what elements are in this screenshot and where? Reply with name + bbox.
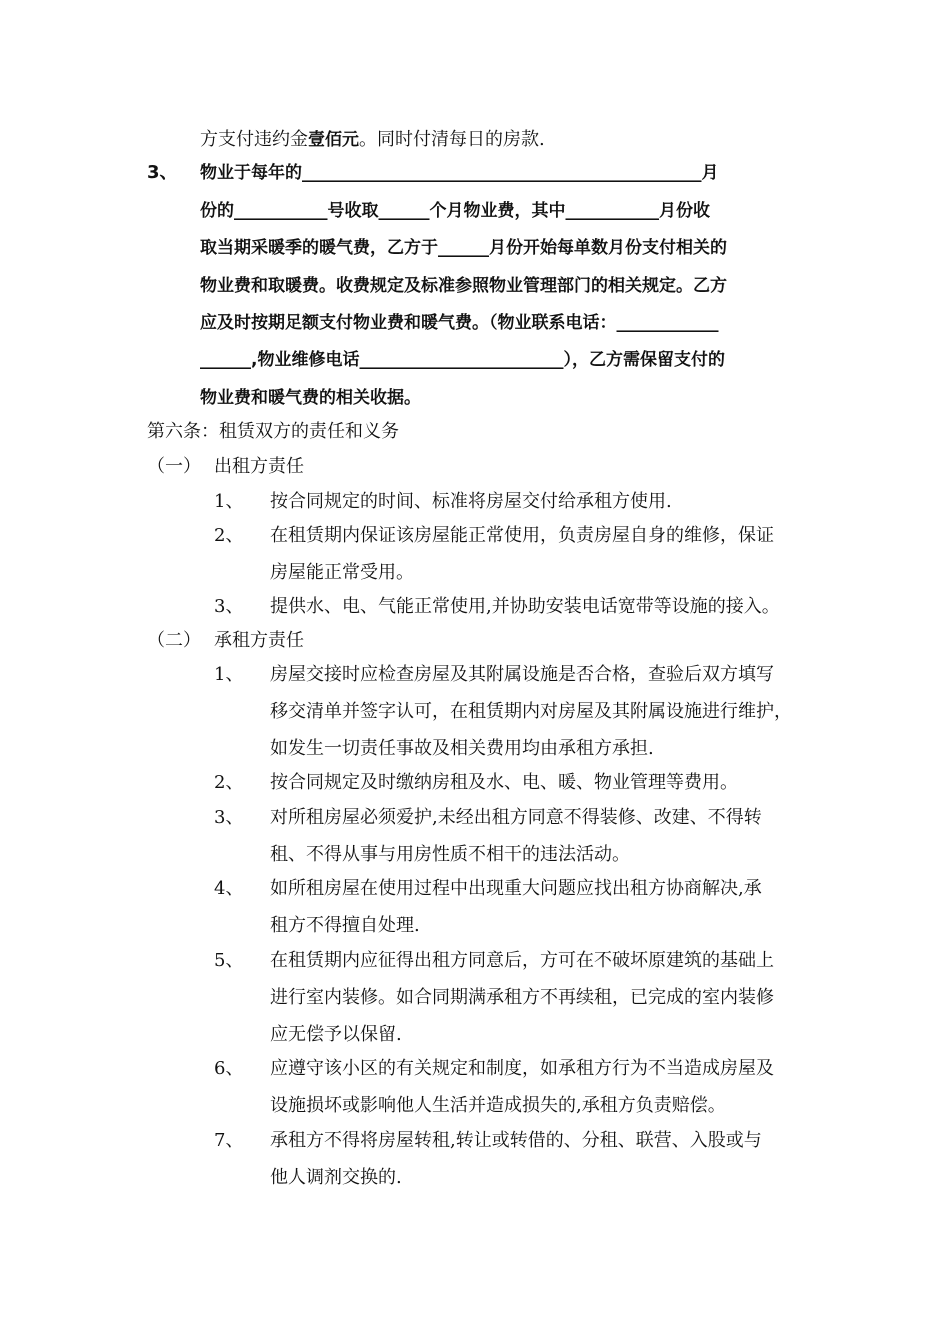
p2-item-line: 对所租房屋必须爱护,未经出租方同意不得装修、改建、不得转 (270, 807, 762, 828)
p1-item-line: 在租赁期内保证该房屋能正常使用，负责房屋自身的维修，保证 (270, 525, 774, 546)
penalty-line (200, 128, 545, 152)
p2-item-line: 他人调剂交换的. (270, 1167, 402, 1188)
p2-item-line: 设施损坏或影响他人生活并造成损失的,承租方负责赔偿。 (270, 1095, 726, 1116)
p2-item-number: 3、 (214, 807, 244, 828)
item3-line: 份的___________号收取______个月物业费，其中___________月份收 (200, 201, 710, 221)
p2-item-number: 7、 (214, 1130, 244, 1151)
item3-line: ______,物业维修电话________________________），乙方需保留支付的 (200, 350, 725, 370)
penalty-suffix: 。同时付清每日的房款. (359, 129, 545, 150)
item3-line: 物业费和取暖费。收费规定及标准参照物业管理部门的相关规定。乙方 (200, 276, 727, 296)
p2-item-number: 4、 (214, 878, 244, 899)
p2-item-line: 进行室内装修。如合同期满承租方不再续租，已完成的室内装修 (270, 987, 774, 1008)
p2-item-line: 房屋交接时应检查房屋及其附属设施是否合格，查验后双方填写 (270, 664, 774, 685)
p2-item-line: 如发生一切责任事故及相关费用均由承租方承担. (270, 738, 654, 759)
part1-title: 出租方责任 (214, 456, 304, 477)
part1-number: （一） (147, 456, 201, 477)
penalty-prefix: 方支付违约金 (200, 129, 308, 150)
part2-number: （二） (147, 630, 201, 651)
item3-line: 物业费和暖气费的相关收据。 (200, 388, 421, 408)
p2-item-line: 承租方不得将房屋转租,转让或转借的、分租、联营、入股或与 (270, 1130, 762, 1151)
p2-item-number: 2、 (214, 772, 244, 793)
p2-item-line: 租方不得擅自处理. (270, 915, 420, 936)
p2-item-number: 6、 (214, 1058, 244, 1079)
item3-line: 应及时按期足额支付物业费和暖气费。（物业联系电话：____________ (200, 313, 719, 333)
p2-item-line: 租、不得从事与用房性质不相干的违法活动。 (270, 844, 630, 865)
p1-item-line: 按合同规定的时间、标准将房屋交付给承租方使用. (270, 491, 672, 512)
p1-item-number: 3、 (214, 596, 244, 617)
p2-item-line: 如所租房屋在使用过程中出现重大问题应找出租方协商解决,承 (270, 878, 762, 899)
item3-line: 取当期采暖季的暖气费，乙方于______月份开始每单数月份支付相关的 (200, 238, 727, 258)
p2-item-number: 5、 (214, 950, 244, 971)
p2-item-line: 应无偿予以保留. (270, 1024, 402, 1045)
p1-item-number: 1、 (214, 491, 244, 512)
p2-item-line: 应遵守该小区的有关规定和制度，如承租方行为不当造成房屋及 (270, 1058, 774, 1079)
p2-item-number: 1、 (214, 664, 244, 685)
item3-line: 物业于每年的_______________________________________________月 (200, 163, 719, 183)
p1-item-line: 提供水、电、气能正常使用,并协助安装电话宽带等设施的接入。 (270, 596, 780, 617)
p1-item-line: 房屋能正常受用。 (270, 562, 414, 583)
p2-item-line: 在租赁期内应征得出租方同意后，方可在不破坏原建筑的基础上 (270, 950, 774, 971)
part2-title: 承租方责任 (214, 630, 304, 651)
p2-item-line: 按合同规定及时缴纳房租及水、电、暖、物业管理等费用。 (270, 772, 738, 793)
p2-item-line: 移交清单并签字认可，在租赁期内对房屋及其附属设施进行维护， (270, 701, 792, 722)
p1-item-number: 2、 (214, 525, 244, 546)
article6-title: 第六条：租赁双方的责任和义务 (147, 421, 399, 442)
penalty-amount: 壹佰元 (308, 130, 359, 150)
item3-number: 3、 (147, 162, 178, 183)
